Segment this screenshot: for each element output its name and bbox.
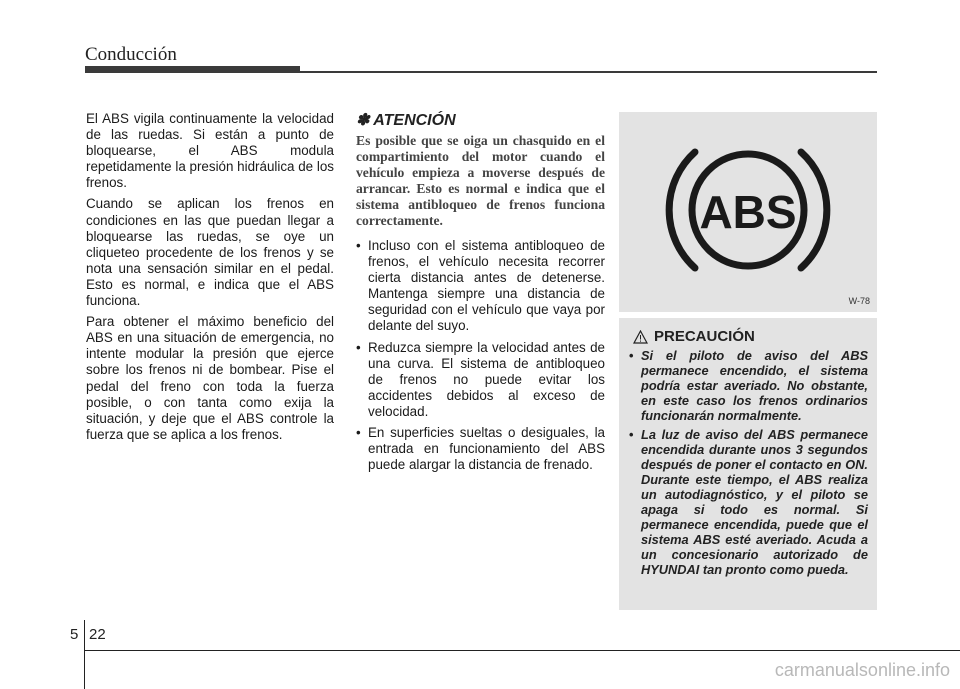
- paragraph: El ABS vigila continuamente la velocidad de las ruedas. Si están a punto de bloquearse, el ABS modula repetidamente la presión hidráulica de los frenos.: [86, 111, 334, 191]
- list-item: • Incluso con el sistema antibloqueo de frenos, el vehículo necesita recorrer cierta distancia antes de detenerse. Mantenga siempre una distancia de seguridad con el vehículo que vaya por delante del suyo.: [356, 238, 605, 335]
- image-code: W-78: [848, 296, 870, 306]
- header-rule-thin: [85, 71, 877, 73]
- caution-list: [629, 348, 868, 581]
- attention-column: [356, 111, 605, 478]
- attention-body: Es posible que se oiga un chasquido en el compartimiento del motor cuando el vehículo empieza a moverse después de arrancar. Esto es normal e indica que el sistema antibloqueo de frenos funciona correctamente.: [356, 133, 605, 228]
- list-item: • En superficies sueltas o desiguales, la entrada en funcionamiento del ABS puede alargar la distancia de frenado.: [356, 425, 605, 473]
- section-number: 5: [70, 626, 79, 643]
- caution-header: [633, 328, 755, 345]
- footer-rule-horizontal: [84, 650, 960, 651]
- left-column: [86, 111, 334, 448]
- attention-bullets: [356, 238, 605, 473]
- attention-heading: ✽ ATENCIÓN: [356, 112, 456, 129]
- watermark: carmanualsonline.info: [774, 660, 950, 680]
- warning-triangle-icon: [633, 330, 648, 344]
- list-item: • Si el piloto de aviso del ABS permanece encendido, el sistema podría estar averiado. No obstante, en este caso los frenos ordinarios funcionarán normalmente.: [629, 348, 868, 423]
- paragraph: Para obtener el máximo beneficio del ABS en una situación de emergencia, no intente modular la presión que ejerce sobre los frenos ni de bombear. Pise el pedal del freno con toda la fuerza posible, o con tanta como exija la situación, y deje que el ABS controle la fuerza que se aplica a los frenos.: [86, 314, 334, 442]
- list-item: • Reduzca siempre la velocidad antes de una curva. El sistema de antibloqueo de frenos no puede evitar los accidentes debidos al exceso de velocidad.: [356, 340, 605, 420]
- abs-illustration: [619, 112, 877, 312]
- page-number: 22: [89, 626, 106, 643]
- footer-rule-vertical: [84, 620, 85, 689]
- caution-box: [619, 318, 877, 610]
- caution-title: PRECAUCIÓN: [654, 328, 755, 345]
- abs-symbol-text: ABS: [699, 186, 797, 238]
- paragraph: Cuando se aplican los frenos en condiciones en las que puedan llegar a bloquearse las ruedas, se oye un cliqueteo procedente de los frenos y se nota una sensación similar en el pedal. Esto es normal, e indica que el ABS funciona.: [86, 196, 334, 309]
- list-item: • La luz de aviso del ABS permanece encendida durante unos 3 segundos después de poner el contacto en ON. Durante este tiempo, el ABS realiza un autodiagnóstico, y el piloto se apaga si todo es normal. Si permanece encendida, puede que el sistema ABS esté averiado. Acuda a un concesionario autorizado de HYUNDAI tan pronto como pueda.: [629, 427, 868, 577]
- abs-warning-icon: [619, 112, 877, 312]
- section-title: Conducción: [85, 44, 177, 65]
